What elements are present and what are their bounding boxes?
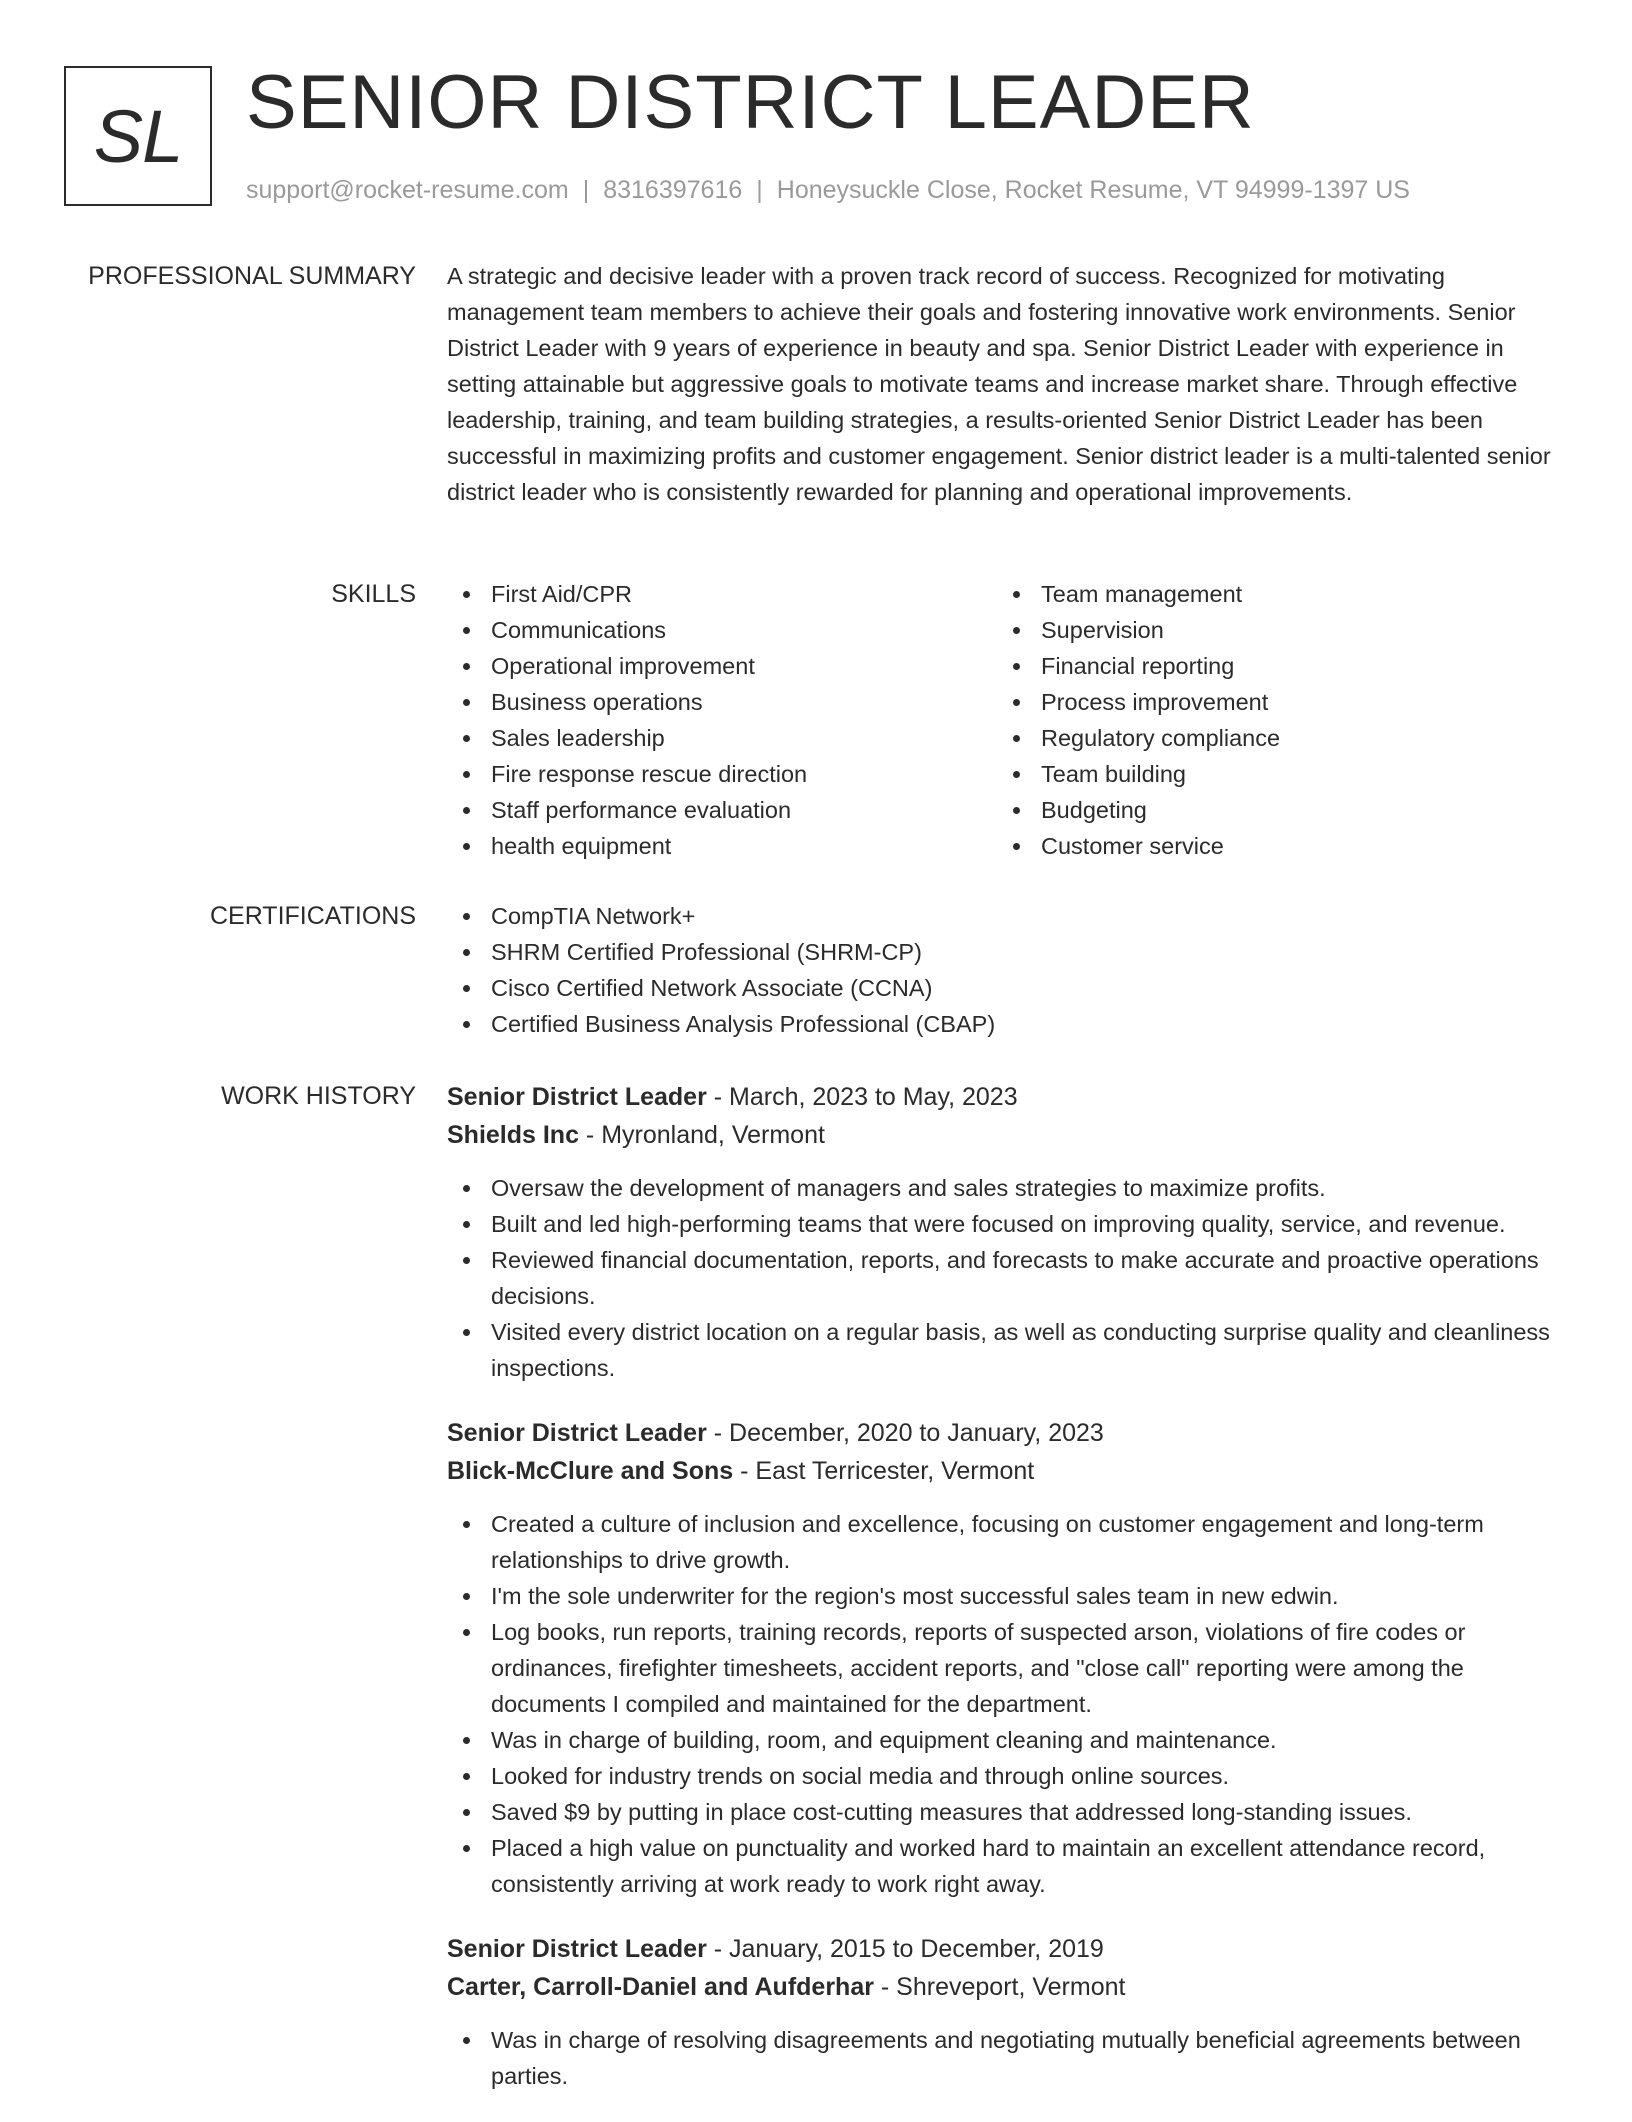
job-duties-list [447,1506,1572,1902]
job-entry [447,1930,1572,2094]
job-duty-item: Oversaw the development of managers and sales strategies to maximize profits. [447,1170,1572,1206]
job-duty-item: Was in charge of resolving disagreements and negotiating mutually beneficial agreements between parties. [447,2022,1572,2094]
skill-item: health equipment [447,828,997,864]
job-duties-list [447,1170,1572,1386]
job-duty-item: Visited every district location on a regular basis, as well as conducting surprise quality and cleanliness inspections. [447,1314,1572,1386]
skill-item: Budgeting [997,792,1547,828]
skill-item: Financial reporting [997,648,1547,684]
summary-section [0,258,1632,548]
certifications-section [0,898,1632,1048]
skill-item: Regulatory compliance [997,720,1547,756]
skill-item: Operational improvement [447,648,997,684]
certification-item: CompTIA Network+ [447,898,1572,934]
skills-list-left [447,576,997,864]
work-history-section [0,1078,1632,2112]
contact-phone[interactable]: 8316397616 [603,176,743,204]
contact-separator: | [582,176,590,204]
section-label-certifications: CERTIFICATIONS [209,902,416,930]
job-title: Senior District Leader [447,1083,707,1111]
certifications-body [447,898,1572,1042]
section-label-summary: PROFESSIONAL SUMMARY [88,262,416,290]
job-duty-item: Created a culture of inclusion and excellence, focusing on customer engagement and long-term relationships to drive growth. [447,1506,1572,1578]
skill-item: Staff performance evaluation [447,792,997,828]
job-company: Carter, Carroll-Daniel and Aufderhar [447,1973,874,2001]
job-duty-item: Was in charge of building, room, and equipment cleaning and maintenance. [447,1722,1572,1758]
job-company-line [447,1116,1572,1154]
contact-email[interactable]: support@rocket-resume.com [246,176,569,204]
skill-item: Customer service [997,828,1547,864]
job-duties-list [447,2022,1572,2094]
summary-text: A strategic and decisive leader with a proven track record of success. Recognized for motivating management team members to achieve their goals and fostering innovative work environments. Senior District Leader with 9 years of experience in beauty and spa. Senior District Leader with experience in setting attainable but aggressive goals to motivate teams and increase market share. Through effective leadership, training, and team building strategies, a results-oriented Senior District Leader has been successful in maximizing profits and customer engagement. Senior district leader is a multi-talented senior district leader who is consistently rewarded for planning and operational improvements. [447,263,1551,505]
job-company-line [447,1968,1572,2006]
job-duty-item: I'm the sole underwriter for the region's most successful sales team in new edwin. [447,1578,1572,1614]
job-title: Senior District Leader [447,1935,707,1963]
job-title-line [447,1078,1572,1116]
monogram-box [64,66,212,206]
job-location: - Myronland, Vermont [578,1121,825,1149]
skill-item: Team management [997,576,1547,612]
section-label-work-history: WORK HISTORY [221,1082,416,1110]
job-title: Senior District Leader [447,1419,707,1447]
skill-item: First Aid/CPR [447,576,997,612]
certifications-list [447,898,1572,1042]
work-history-body [447,1078,1572,2122]
skill-item: Communications [447,612,997,648]
job-location: - Shreveport, Vermont [873,1973,1126,2001]
contact-line [246,174,1410,206]
job-duty-item: Looked for industry trends on social media and through online sources. [447,1758,1572,1794]
skills-body [447,576,1572,864]
skill-item: Supervision [997,612,1547,648]
skills-list-right [997,576,1547,864]
certification-item: SHRM Certified Professional (SHRM-CP) [447,934,1572,970]
job-company-line [447,1452,1572,1490]
skill-item: Sales leadership [447,720,997,756]
job-company: Shields Inc [447,1121,579,1149]
job-duty-item: Log books, run reports, training records, reports of suspected arson, violations of fire codes or ordinances, firefighter timesheets, accident reports, and "close call" reporting were among the documents I compiled and maintained for the department. [447,1614,1572,1722]
skill-item: Business operations [447,684,997,720]
job-dates: - December, 2020 to January, 2023 [706,1419,1104,1447]
certification-item: Certified Business Analysis Professional (CBAP) [447,1006,1572,1042]
certification-item: Cisco Certified Network Associate (CCNA) [447,970,1572,1006]
job-dates: - March, 2023 to May, 2023 [706,1083,1018,1111]
job-duty-item: Reviewed financial documentation, reports, and forecasts to make accurate and proactive operations decisions. [447,1242,1572,1314]
skills-section [0,576,1632,876]
job-duty-item: Placed a high value on punctuality and worked hard to maintain an excellent attendance record, consistently arriving at work ready to work right away. [447,1830,1572,1902]
skill-item: Process improvement [997,684,1547,720]
job-title-line [447,1930,1572,1968]
skill-item: Team building [997,756,1547,792]
job-dates: - January, 2015 to December, 2019 [706,1935,1104,1963]
summary-body [447,258,1572,510]
job-entry [447,1078,1572,1386]
job-entry [447,1414,1572,1902]
job-title-line [447,1414,1572,1452]
job-location: - East Terricester, Vermont [733,1457,1035,1485]
job-duty-item: Built and led high-performing teams that were focused on improving quality, service, and revenue. [447,1206,1572,1242]
resume-name: SENIOR DISTRICT LEADER [246,60,1255,145]
section-label-skills: SKILLS [331,580,416,608]
monogram-initials: SL [93,94,183,178]
job-company: Blick-McClure and Sons [447,1457,734,1485]
job-duty-item: Saved $9 by putting in place cost-cutting measures that addressed long-standing issues. [447,1794,1572,1830]
skill-item: Fire response rescue direction [447,756,997,792]
contact-address: Honeysuckle Close, Rocket Resume, VT 94999-1397 US [776,176,1410,204]
contact-separator: | [756,176,763,204]
